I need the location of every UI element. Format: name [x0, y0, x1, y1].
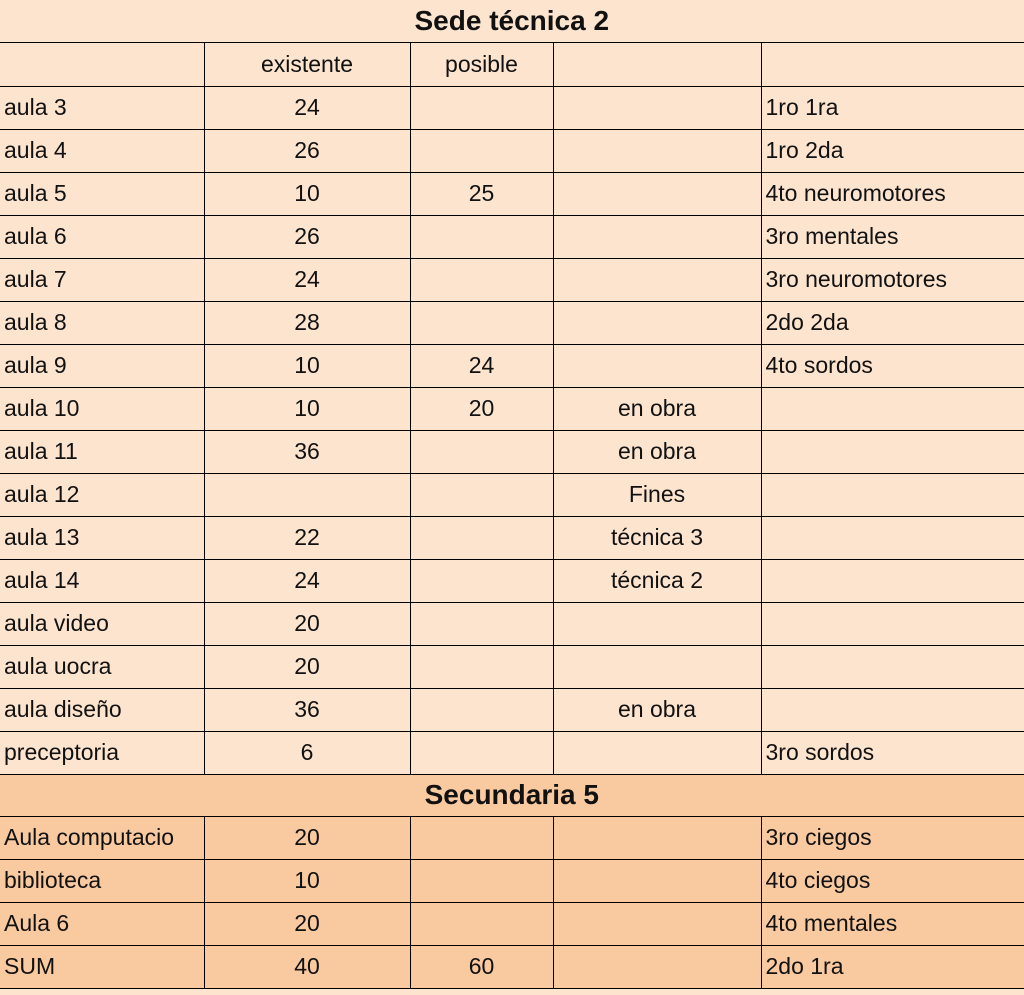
table-cell[interactable]: SUM — [0, 945, 204, 988]
table-row — [0, 602, 1024, 645]
table-row — [0, 473, 1024, 516]
table-cell[interactable]: aula 6 — [0, 215, 204, 258]
table-cell[interactable]: 2do 1ra — [761, 945, 1024, 988]
table-cell[interactable]: 3ro sordos — [761, 731, 1024, 774]
table-cell[interactable]: 10 — [204, 387, 410, 430]
table-cell[interactable]: aula 9 — [0, 344, 204, 387]
table-cell[interactable]: 1ro 1ra — [761, 86, 1024, 129]
table-cell[interactable]: 24 — [204, 559, 410, 602]
table-cell[interactable] — [761, 430, 1024, 473]
table-cell[interactable]: 20 — [204, 645, 410, 688]
table-cell[interactable]: 26 — [204, 215, 410, 258]
table-cell[interactable]: 24 — [410, 344, 553, 387]
table-cell[interactable]: aula uocra — [0, 645, 204, 688]
table-cell[interactable]: 4to ciegos — [761, 859, 1024, 902]
table-cell[interactable]: 10 — [204, 172, 410, 215]
section-title-row — [0, 0, 1024, 42]
table-cell[interactable] — [410, 301, 553, 344]
table-cell[interactable] — [553, 859, 761, 902]
table-cell[interactable]: aula video — [0, 602, 204, 645]
table-cell[interactable]: 10 — [204, 344, 410, 387]
table-cell[interactable] — [410, 688, 553, 731]
table-cell[interactable] — [553, 215, 761, 258]
column-header-row — [0, 42, 1024, 86]
table-cell[interactable] — [761, 516, 1024, 559]
table-cell[interactable]: aula 4 — [0, 129, 204, 172]
table-cell[interactable] — [410, 516, 553, 559]
table-cell[interactable]: 3ro ciegos — [761, 816, 1024, 859]
table-cell[interactable]: en obra — [553, 688, 761, 731]
table-cell[interactable]: 4to mentales — [761, 902, 1024, 945]
table-cell[interactable]: técnica 3 — [553, 516, 761, 559]
table-cell[interactable] — [410, 129, 553, 172]
table-cell[interactable]: aula 3 — [0, 86, 204, 129]
table-cell[interactable]: 24 — [204, 86, 410, 129]
table-cell[interactable] — [410, 645, 553, 688]
table-cell[interactable] — [553, 602, 761, 645]
section-title[interactable]: Sede técnica 2 — [0, 0, 1024, 42]
table-row — [0, 301, 1024, 344]
table-cell[interactable]: 36 — [204, 430, 410, 473]
table-cell[interactable] — [761, 645, 1024, 688]
table-cell[interactable]: en obra — [553, 387, 761, 430]
table-row — [0, 258, 1024, 301]
table-cell[interactable] — [761, 559, 1024, 602]
table-cell[interactable]: 22 — [204, 516, 410, 559]
table-cell[interactable]: aula 7 — [0, 258, 204, 301]
table-row — [0, 645, 1024, 688]
table-cell[interactable] — [553, 301, 761, 344]
table-cell[interactable]: 6 — [204, 731, 410, 774]
table-row — [0, 516, 1024, 559]
table-cell[interactable]: aula 12 — [0, 473, 204, 516]
table-cell[interactable] — [410, 731, 553, 774]
table-row — [0, 172, 1024, 215]
table-cell[interactable]: 3ro neuromotores — [761, 258, 1024, 301]
table-row — [0, 86, 1024, 129]
table-cell[interactable] — [410, 215, 553, 258]
table-row — [0, 387, 1024, 430]
column-header-cell[interactable] — [553, 42, 761, 86]
table-cell[interactable] — [410, 902, 553, 945]
table-cell[interactable]: aula 11 — [0, 430, 204, 473]
table-row — [0, 816, 1024, 859]
table-cell[interactable]: aula 14 — [0, 559, 204, 602]
table-row — [0, 430, 1024, 473]
column-header-cell[interactable] — [0, 42, 204, 86]
table-row — [0, 688, 1024, 731]
table-cell[interactable]: 24 — [204, 258, 410, 301]
table-cell[interactable] — [761, 602, 1024, 645]
table-cell[interactable]: aula 8 — [0, 301, 204, 344]
table-cell[interactable] — [410, 258, 553, 301]
column-header-cell[interactable]: existente — [204, 42, 410, 86]
table-cell[interactable] — [410, 473, 553, 516]
table-cell[interactable] — [410, 559, 553, 602]
table-cell[interactable]: 36 — [204, 688, 410, 731]
table-cell[interactable]: Aula computacio — [0, 816, 204, 859]
table-row — [0, 129, 1024, 172]
table-cell[interactable]: 1ro 2da — [761, 129, 1024, 172]
table-cell[interactable] — [761, 473, 1024, 516]
table-cell[interactable]: 28 — [204, 301, 410, 344]
table-cell[interactable]: 20 — [410, 387, 553, 430]
table-cell[interactable] — [553, 86, 761, 129]
table-cell[interactable]: 20 — [204, 816, 410, 859]
table-cell[interactable] — [553, 902, 761, 945]
table-cell[interactable]: aula 13 — [0, 516, 204, 559]
table-cell[interactable]: 26 — [204, 129, 410, 172]
table-row — [0, 902, 1024, 945]
table-cell[interactable]: 60 — [410, 945, 553, 988]
table-row — [0, 731, 1024, 774]
table-cell[interactable]: técnica 2 — [553, 559, 761, 602]
table-cell[interactable]: 3ro mentales — [761, 215, 1024, 258]
table-cell[interactable] — [761, 688, 1024, 731]
table-cell[interactable] — [410, 859, 553, 902]
table-row — [0, 215, 1024, 258]
table-cell[interactable]: 25 — [410, 172, 553, 215]
table-cell[interactable]: 4to neuromotores — [761, 172, 1024, 215]
table-cell[interactable]: Fines — [553, 473, 761, 516]
table-cell[interactable] — [553, 645, 761, 688]
table-cell[interactable] — [553, 258, 761, 301]
table-cell[interactable]: 10 — [204, 859, 410, 902]
table-cell[interactable]: preceptoria — [0, 731, 204, 774]
table-row — [0, 559, 1024, 602]
table-cell[interactable] — [553, 344, 761, 387]
table-cell[interactable]: Aula 6 — [0, 902, 204, 945]
table-row — [0, 344, 1024, 387]
table-cell[interactable] — [410, 430, 553, 473]
table-cell[interactable]: aula 10 — [0, 387, 204, 430]
table-cell[interactable]: 40 — [204, 945, 410, 988]
section-title-row — [0, 774, 1024, 816]
table-cell[interactable]: 20 — [204, 602, 410, 645]
table-cell[interactable]: 4to sordos — [761, 344, 1024, 387]
table-cell[interactable]: en obra — [553, 430, 761, 473]
table-row — [0, 945, 1024, 988]
table-cell[interactable]: aula 5 — [0, 172, 204, 215]
column-header-cell[interactable]: posible — [410, 42, 553, 86]
table-cell[interactable]: 2do 2da — [761, 301, 1024, 344]
table-cell[interactable] — [553, 172, 761, 215]
table-cell[interactable]: 20 — [204, 902, 410, 945]
table-cell[interactable] — [553, 945, 761, 988]
table-cell[interactable] — [553, 731, 761, 774]
table-cell[interactable] — [410, 86, 553, 129]
table-cell[interactable] — [553, 816, 761, 859]
table-cell[interactable]: biblioteca — [0, 859, 204, 902]
table-cell[interactable] — [410, 816, 553, 859]
column-header-cell[interactable] — [761, 42, 1024, 86]
table-row — [0, 859, 1024, 902]
table-cell[interactable] — [761, 387, 1024, 430]
table-cell[interactable] — [204, 473, 410, 516]
table-cell[interactable]: aula diseño — [0, 688, 204, 731]
section-title[interactable]: Secundaria 5 — [0, 774, 1024, 816]
table-cell[interactable] — [553, 129, 761, 172]
table-cell[interactable] — [410, 602, 553, 645]
